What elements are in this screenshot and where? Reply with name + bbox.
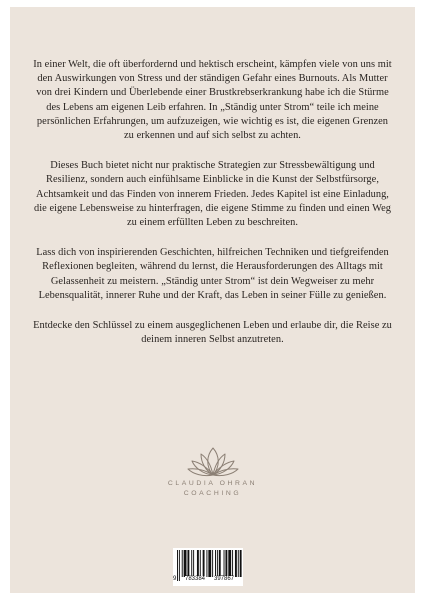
barcode-group-left: 783384 <box>185 576 206 582</box>
barcode-digits <box>173 576 243 585</box>
blurb-paragraph-4: Entdecke den Schlüssel zu einem ausgeglichenen Leben und erlaube dir, die Reise zu deinem inneren Selbst anzutreten. <box>33 320 392 346</box>
publisher-logo <box>10 445 415 499</box>
lotus-icon <box>186 445 240 479</box>
blurb-paragraph-1: In einer Welt, die oft überfordernd und hektisch erscheint, kämpfen viele von uns mit den Auswirkungen von Stress und der ständigen Gefahr eines Burnouts. Als Mutter von drei Kindern und Überlebende einer Brustkrebserkrankung habe ich die Stürme des Lebens am eigenen Leib erfahren. In „Ständig unter Strom“ teile ich meine persönlichen Erfahrungen, um aufzuzeigen, wie wichtig es ist, die eigenen Grenzen zu erkennen und auf sich selbst zu achten. <box>33 59 392 142</box>
logo-name: CLAUDIA OHRAN <box>167 480 258 487</box>
logo-subtitle: COACHING <box>183 490 242 497</box>
back-cover <box>10 7 415 593</box>
blurb-paragraph-3: Lass dich von inspirierenden Geschichten, hilfreichen Techniken und tiefgreifenden Reflexionen begleiten, während du lernst, die Herausforderungen des Alltags mit Gelassenheit zu meistern. „Ständig unter Strom“ ist dein Wegweiser zu mehr Lebensqualität, innerer Ruhe und der Kraft, das Leben in seiner Fülle zu genießen. <box>36 247 389 301</box>
barcode-digit-first: 9 <box>173 576 177 582</box>
blurb-paragraph-2: Dieses Buch bietet nicht nur praktische Strategien zur Stressbewältigung und Resilienz, sondern auch einfühlsame Einblicke in die Kunst der Selbstfürsorge, Achtsamkeit und das Finden von innerem Frieden. Jedes Kapitel ist eine Einladung, die eigene Lebensweise zu hinterfragen, die eigene Stimme zu finden und einen Weg zu einem erfüllten Leben zu beschreiten. <box>33 160 392 229</box>
barcode-group-right: 397867 <box>214 576 235 582</box>
isbn-barcode <box>173 548 243 586</box>
blurb-text <box>32 58 393 363</box>
